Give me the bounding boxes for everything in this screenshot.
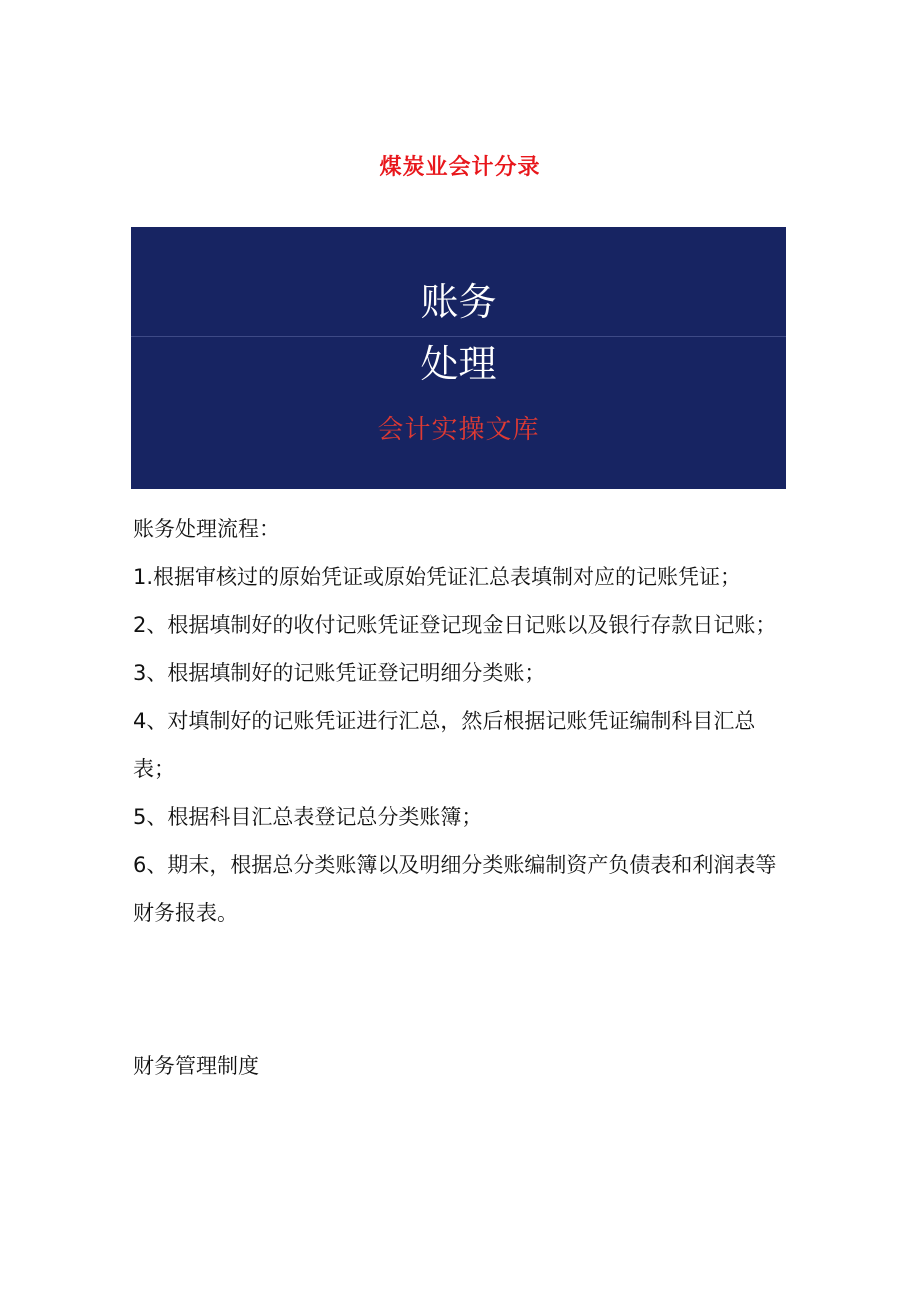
step-item: 2、根据填制好的收付记账凭证登记现金日记账以及银行存款日记账； xyxy=(133,613,777,637)
cover-banner xyxy=(131,227,786,489)
step-item: 6、期末，根据总分类账簿以及明细分类账编制资产负债表和利润表等财务报表。 xyxy=(133,853,777,925)
document-body xyxy=(133,505,793,1090)
spacer xyxy=(133,937,793,1042)
step-item: 5、根据科目汇总表登记总分类账簿； xyxy=(133,805,483,829)
document-title: 煤炭业会计分录 xyxy=(379,155,541,180)
step-item: 1.根据审核过的原始凭证或原始凭证汇总表填制对应的记账凭证； xyxy=(133,565,742,589)
banner-divider xyxy=(131,336,786,337)
banner-subtitle: 会计实操文库 xyxy=(377,415,540,445)
step-item: 4、对填制好的记账凭证进行汇总，然后根据记账凭证编制科目汇总表； xyxy=(133,709,756,781)
section-heading-2: 财务管理制度 xyxy=(133,1054,259,1078)
banner-title-line-2: 处理 xyxy=(420,342,497,386)
banner-title-line-1: 账务 xyxy=(420,280,497,324)
section-heading: 账务处理流程： xyxy=(133,517,280,541)
step-item: 3、根据填制好的记账凭证登记明细分类账； xyxy=(133,661,546,685)
